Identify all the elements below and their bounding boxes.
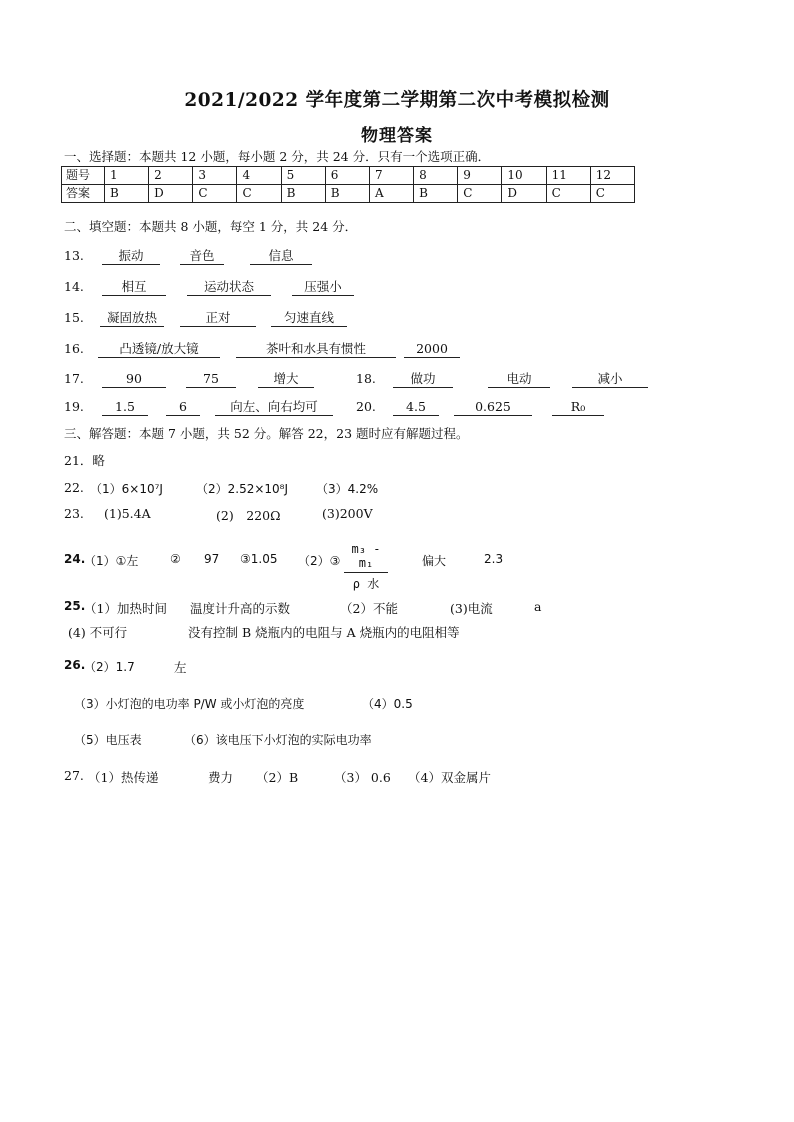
- answer-text: ③1.05: [240, 552, 278, 566]
- answer-text: （1）6×10⁷J: [90, 482, 163, 496]
- table-header-cell: 题号: [62, 167, 105, 185]
- table-cell: 10: [502, 167, 546, 185]
- answer-text: （3）4.2%: [316, 482, 379, 496]
- answer-text: （2）B: [256, 770, 299, 785]
- answer-text: (4) 不可行: [68, 625, 128, 640]
- answer-blank: 4.5: [393, 399, 439, 416]
- answer-blank: 90: [102, 371, 166, 388]
- question-number: 17.: [64, 371, 84, 386]
- table-cell: B: [105, 185, 149, 203]
- answer-text: （3） 0.6: [334, 770, 391, 785]
- answer-table: [61, 166, 635, 203]
- answer-text: （6）该电压下小灯泡的实际电功率: [184, 733, 372, 747]
- answer-blank: 增大: [258, 371, 314, 388]
- answer-blank: 相互: [102, 279, 166, 296]
- question-number: 23.: [64, 506, 84, 521]
- table-cell: 9: [458, 167, 502, 185]
- question-21: 21．略: [64, 453, 105, 468]
- answer-text: (2) 220Ω: [216, 508, 281, 523]
- answer-blank: 运动状态: [187, 279, 271, 296]
- answer-text: 左: [174, 660, 187, 675]
- answer-blank: 茶叶和水具有惯性: [236, 341, 396, 358]
- table-cell: C: [458, 185, 502, 203]
- answer-blank: 音色: [180, 248, 224, 265]
- formula-numerator: m₃ - m₁: [344, 542, 388, 573]
- table-cell: C: [546, 185, 590, 203]
- answer-blank: R₀: [552, 399, 604, 416]
- table-cell: 5: [281, 167, 325, 185]
- question-number: 14.: [64, 279, 84, 294]
- table-cell: D: [502, 185, 546, 203]
- question-number: 25.: [64, 599, 86, 613]
- answer-blank: 匀速直线: [271, 310, 347, 327]
- table-cell: B: [414, 185, 458, 203]
- table-cell: 11: [546, 167, 590, 185]
- page-subtitle: 物理答案: [361, 126, 433, 146]
- section-2-heading: 二、填空题：本题共 8 小题，每空 1 分，共 24 分．: [64, 219, 358, 234]
- table-cell: 12: [590, 167, 634, 185]
- question-number: 24.: [64, 552, 86, 566]
- answer-blank: 75: [186, 371, 236, 388]
- answer-text: 费力: [208, 770, 234, 785]
- section-3-heading: 三、解答题：本题 7 小题，共 52 分。解答 22，23 题时应有解题过程。: [64, 426, 469, 441]
- answer-text: （3）小灯泡的电功率 P/W 或小灯泡的亮度: [74, 697, 305, 711]
- answer-text: (3)电流: [450, 601, 493, 616]
- table-cell: C: [590, 185, 634, 203]
- question-number: 13.: [64, 248, 84, 263]
- answer-text: （4）双金属片: [408, 770, 491, 785]
- answer-text: （2）1.7: [84, 660, 135, 674]
- answer-text: （2）不能: [340, 601, 398, 616]
- answer-text: (1)5.4A: [104, 506, 151, 521]
- table-cell: 7: [369, 167, 413, 185]
- answer-text: ②: [170, 552, 181, 566]
- answer-blank: 6: [166, 399, 200, 416]
- answer-text: （2）2.52×10⁸J: [196, 482, 289, 496]
- table-cell: 8: [414, 167, 458, 185]
- answer-text: 没有控制 B 烧瓶内的电阻与 A 烧瓶内的电阻相等: [188, 625, 460, 640]
- answer-text: （1）加热时间: [84, 601, 167, 616]
- question-number: 20.: [356, 399, 376, 414]
- question-number: 26.: [64, 658, 86, 672]
- answer-text: （1）①左: [84, 554, 139, 568]
- section-1-heading: 一、选择题：本题共 12 小题，每小题 2 分，共 24 分．只有一个选项正确．: [64, 149, 491, 164]
- question-number: 19.: [64, 399, 84, 414]
- question-number: 16.: [64, 341, 84, 356]
- answer-text: 97: [204, 552, 220, 566]
- answer-text: （4）0.5: [362, 697, 413, 711]
- table-cell: D: [149, 185, 193, 203]
- answer-blank: 凸透镜/放大镜: [98, 341, 220, 358]
- question-number: 27.: [64, 768, 84, 783]
- answer-blank: 压强小: [292, 279, 354, 296]
- question-number: 15.: [64, 310, 84, 325]
- table-cell: 3: [193, 167, 237, 185]
- answer-text: (3)200V: [322, 506, 373, 521]
- table-cell: A: [369, 185, 413, 203]
- table-header-cell: 答案: [62, 185, 105, 203]
- table-cell: 2: [149, 167, 193, 185]
- answer-blank: 2000: [404, 341, 460, 358]
- answer-text: （2）③: [298, 554, 341, 568]
- answer-blank: 1.5: [102, 399, 148, 416]
- answer-blank: 振动: [102, 248, 160, 265]
- answer-blank: 减小: [572, 371, 648, 388]
- answer-text: 温度计升高的示数: [190, 601, 291, 616]
- answer-blank: 正对: [180, 310, 256, 327]
- answer-text: （5）电压表: [74, 733, 142, 747]
- answer-text: 2.3: [484, 552, 504, 566]
- table-row-numbers: [62, 167, 635, 185]
- question-number: 18.: [356, 371, 376, 386]
- answer-text: 偏大: [422, 554, 447, 568]
- table-cell: C: [237, 185, 281, 203]
- answer-text: （1）热传递: [88, 770, 159, 785]
- answer-blank: 0.625: [454, 399, 532, 416]
- page-title: 2021/2022 学年度第二学期第二次中考模拟检测: [184, 90, 610, 111]
- table-cell: 1: [105, 167, 149, 185]
- answer-blank: 电动: [488, 371, 550, 388]
- table-cell: B: [281, 185, 325, 203]
- table-cell: 4: [237, 167, 281, 185]
- table-cell: 6: [325, 167, 369, 185]
- table-cell: B: [325, 185, 369, 203]
- density-formula: [344, 542, 388, 592]
- answer-blank: 信息: [250, 248, 312, 265]
- table-cell: C: [193, 185, 237, 203]
- answer-text: a: [534, 599, 542, 614]
- answer-blank: 做功: [393, 371, 453, 388]
- table-row-answers: [62, 185, 635, 203]
- question-number: 22.: [64, 480, 84, 495]
- answer-blank: 向左、向右均可: [215, 399, 333, 416]
- answer-blank: 凝固放热: [100, 310, 164, 327]
- formula-denominator: ρ 水: [352, 577, 380, 591]
